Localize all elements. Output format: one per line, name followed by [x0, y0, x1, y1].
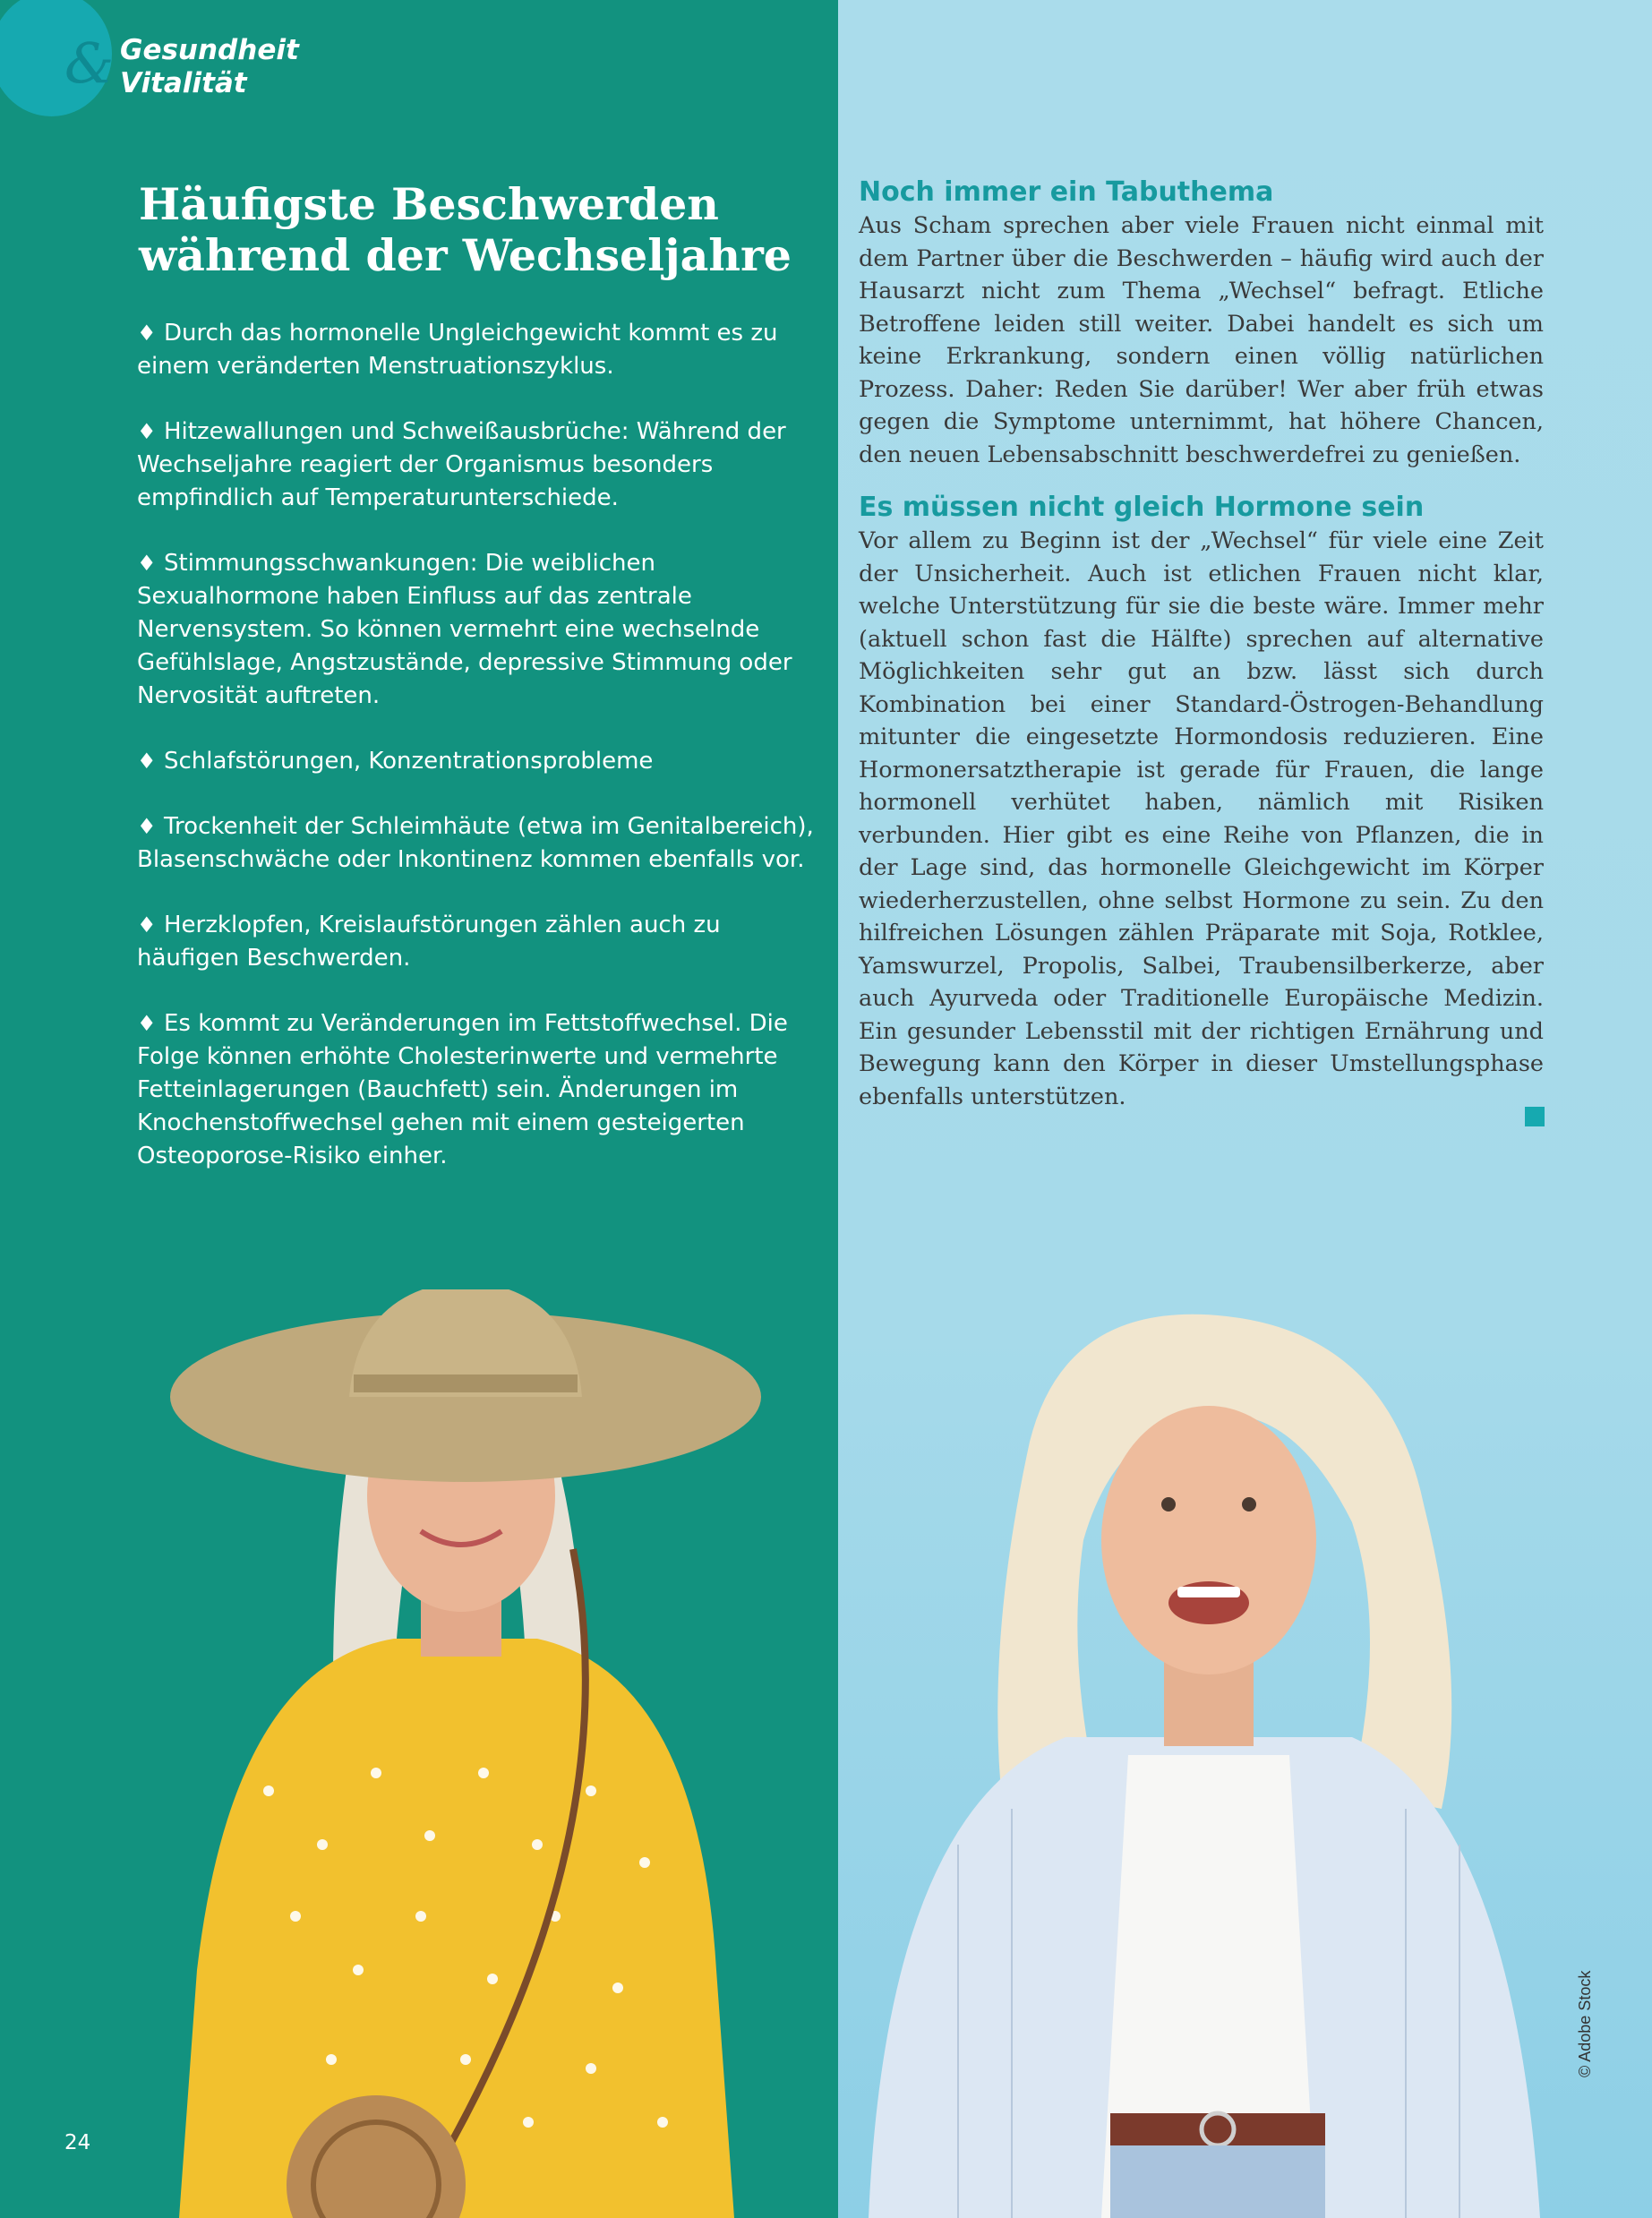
list-item	[137, 317, 826, 383]
list-item	[137, 547, 826, 713]
diamond-bullet-icon: ♦	[137, 321, 157, 346]
list-item	[137, 415, 826, 515]
diamond-bullet-icon: ♦	[137, 912, 157, 938]
section-line-2: Vitalität	[120, 67, 247, 99]
diamond-bullet-icon: ♦	[137, 749, 157, 774]
list-item-text: Stimmungsschwankungen: Die weiblichen Sexualhormone haben Einfluss auf das zentrale Nervensystem. So können vermehrt eine wechselnde Gefühlslage, Angstzustände, depressive Stimmung oder Nervosität auftreten.	[137, 550, 792, 709]
list-item-text: Durch das hormonelle Ungleichgewicht kommt es zu einem veränderten Menstruationszyklus.	[137, 320, 778, 380]
subhead-tabuthema: Noch immer ein Tabuthema	[859, 176, 1274, 208]
end-of-article-mark	[1525, 1107, 1545, 1126]
list-item-text: Trockenheit der Schleimhäute (etwa im Genitalbereich), Blasenschwäche oder Inkontinenz kommen ebenfalls vor.	[137, 813, 814, 873]
list-item	[137, 909, 826, 975]
paragraph-hormone: Vor allem zu Beginn ist der „Wechsel“ für viele eine Zeit der Unsicherheit. Auch ist etlichen Frauen nicht klar, welche Unterstützung für sie die beste wäre. Immer mehr (aktuell schon fast die Hälfte) sprechen auf alternative Möglichkeiten sehr gut an bzw. lässt sich durch Kombination bei einer Standard-Östrogen-Behandlung mitunter die eingesetzte Hormondosis reduzieren. Eine Hormonersatztherapie ist gerade für Frauen, die lange hormonell verhütet haben, nämlich mit Risiken verbunden. Hier gibt es eine Reihe von Pflanzen, die in der Lage sind, das hormonelle Gleichgewicht im Körper wiederherzustellen, ohne selbst Hormone zu sein. Zu den hilfreichen Lösungen zählen Präparate mit Soja, Rotklee, Yamswurzel, Propolis, Salbei, Traubensilberkerze, aber auch Ayurveda oder Traditionelle Europäische Medizin. Ein gesunder Lebensstil mit der richtigen Ernährung und Bewegung kann den Körper in dieser Umstellungsphase ebenfalls unterstützen.	[859, 527, 1544, 1110]
list-item-text: Schlafstörungen, Konzentrationsprobleme	[164, 748, 654, 775]
list-item-text: Es kommt zu Veränderungen im Fettstoffwechsel. Die Folge können erhöhte Cholesterinwerte und vermehrte Fetteinlagerungen (Bauchfett) sein. Änderungen im Knochenstoffwechsel gehen mit einem gesteigerten Osteoporose-Risiko einher.	[137, 1010, 788, 1169]
ampersand-mark: &	[64, 30, 115, 96]
diamond-bullet-icon: ♦	[137, 1011, 157, 1036]
diamond-bullet-icon: ♦	[137, 419, 157, 444]
photo-woman-straw-hat	[125, 1289, 806, 2218]
article-title	[139, 179, 828, 281]
subhead-hormone: Es müssen nicht gleich Hormone sein	[859, 492, 1425, 523]
list-item-text: Hitzewallungen und Schweißausbrüche: Während der Wechseljahre reagiert der Organismus besonders empfindlich auf Temperaturunterschiede.	[137, 418, 786, 511]
diamond-bullet-icon: ♦	[137, 814, 157, 839]
list-item	[137, 810, 826, 877]
diamond-bullet-icon: ♦	[137, 551, 157, 576]
photo-credit: © Adobe Stock	[1576, 1970, 1594, 2077]
list-item-text: Herzklopfen, Kreislaufstörungen zählen auch zu häufigen Beschwerden.	[137, 912, 721, 972]
section-tag	[120, 34, 299, 100]
paragraph-tabuthema: Aus Scham sprechen aber viele Frauen nicht einmal mit dem Partner über die Beschwerden – häufig wird auch der Hausarzt nicht zum Thema „Wechsel“ befragt. Etliche Betroffene leiden still weiter. Dabei handelt es sich um keine Erkrankung, sondern einen völlig natürlichen Prozess. Daher: Reden Sie darüber! Wer aber früh etwas gegen die Symptome unternimmt, hat höhere Chancen, den neuen Lebensabschnitt beschwerdefrei zu genießen.	[859, 212, 1544, 468]
right-column	[859, 176, 1544, 1113]
symptom-list	[137, 317, 826, 1205]
title-line-1: Häufigste Beschwerden	[139, 178, 719, 230]
photo-woman-laughing	[851, 1307, 1567, 2218]
list-item	[137, 745, 826, 778]
section-line-1: Gesundheit	[120, 34, 299, 66]
page-number: 24	[64, 2131, 91, 2154]
list-item	[137, 1007, 826, 1173]
title-line-2: während der Wechseljahre	[139, 229, 792, 281]
